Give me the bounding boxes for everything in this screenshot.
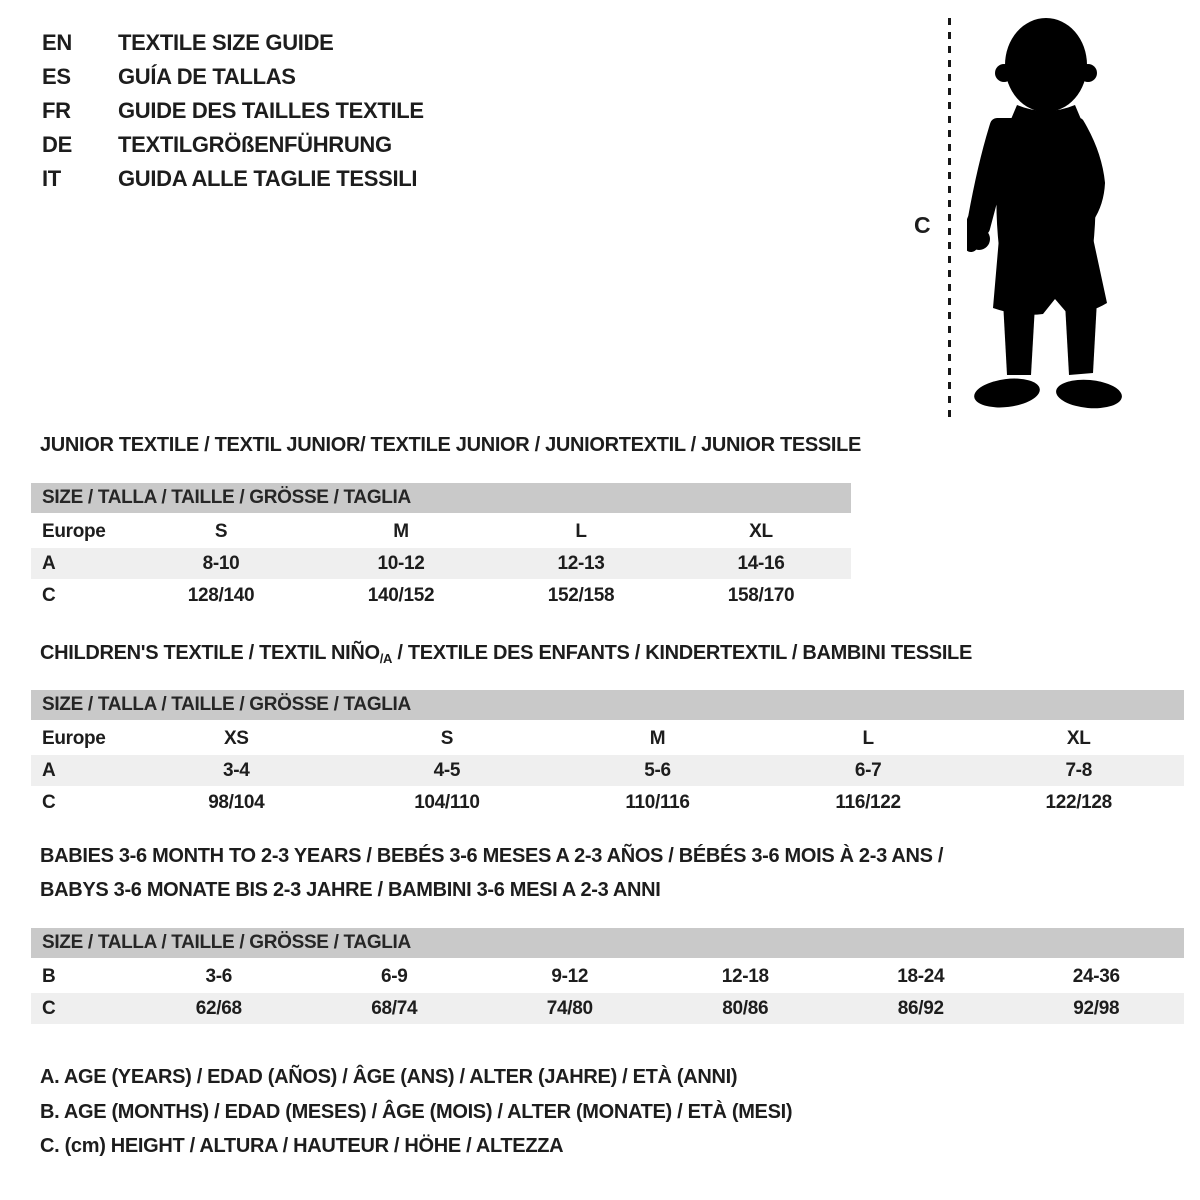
- legend-line-a: A. AGE (YEARS) / EDAD (AÑOS) / ÂGE (ANS) / ALTER (JAHRE) / ETÀ (ANNI): [40, 1066, 738, 1088]
- legend-line-c: C. (cm) HEIGHT / ALTURA / HAUTEUR / HÖHE / ALTEZZA: [40, 1135, 564, 1157]
- size-table-children: [31, 690, 1184, 819]
- height-cell: 80/86: [722, 997, 769, 1019]
- row-label-region: Europe: [42, 727, 106, 749]
- height-cell: 62/68: [195, 997, 242, 1019]
- size-table-babies: [31, 928, 1184, 1025]
- age-cell: 9-12: [551, 965, 589, 987]
- row-label: C: [42, 791, 56, 813]
- height-cell: 116/122: [835, 791, 901, 813]
- row-label: C: [42, 584, 56, 606]
- language-title: GUIDA ALLE TAGLIE TESSILI: [118, 166, 418, 191]
- age-cell: 6-9: [380, 965, 408, 987]
- size-header-bar: SIZE / TALLA / TAILLE / GRÖSSE / TAGLIA: [31, 690, 1184, 720]
- age-cell: 24-36: [1072, 965, 1120, 987]
- age-cell: 12-13: [557, 552, 605, 574]
- age-cell: 4-5: [433, 759, 461, 781]
- section-title-babies-line2: BABYS 3-6 MONATE BIS 2-3 JAHRE / BAMBINI 3-6 MESI A 2-3 ANNI: [40, 879, 661, 901]
- language-row: [42, 128, 424, 162]
- table-row-sizes: [31, 516, 851, 547]
- size-table-junior: [31, 483, 851, 612]
- table-row-age: [31, 548, 851, 579]
- language-code: EN: [42, 30, 72, 55]
- height-cell: 110/116: [625, 791, 690, 813]
- legend-line-b: B. AGE (MONTHS) / EDAD (MESES) / ÂGE (MOIS) / ALTER (MONATE) / ETÀ (MESI): [40, 1100, 793, 1123]
- height-cell: 86/92: [897, 997, 944, 1019]
- age-cell: 14-16: [737, 552, 785, 574]
- height-cell: 74/80: [546, 997, 593, 1019]
- height-cell: 98/104: [208, 791, 265, 813]
- table-row-height: [31, 580, 851, 611]
- size-cell: XL: [749, 520, 773, 542]
- height-dashed-line: [948, 18, 951, 418]
- language-row: [42, 26, 424, 60]
- table-row-height: [31, 993, 1184, 1024]
- size-cell: XL: [1066, 727, 1091, 749]
- language-title: GUIDE DES TAILLES TEXTILE: [118, 98, 424, 123]
- row-label: A: [42, 552, 56, 574]
- section-title-children-sub: /A: [379, 651, 393, 666]
- section-title-babies-line1: BABIES 3-6 MONTH TO 2-3 YEARS / BEBÉS 3-6 MESES A 2-3 AÑOS / BÉBÉS 3-6 MOIS À 2-3 ANS /: [40, 845, 944, 867]
- table-row-age: [31, 755, 1184, 786]
- age-cell: 3-4: [223, 759, 250, 781]
- size-cell: L: [862, 727, 874, 749]
- table-row-sizes: [31, 723, 1184, 754]
- language-code: IT: [42, 166, 61, 191]
- language-title: TEXTILE SIZE GUIDE: [118, 30, 334, 55]
- legend: [40, 1060, 792, 1164]
- toddler-silhouette-icon: [967, 12, 1137, 414]
- size-cell: S: [440, 727, 454, 749]
- age-cell: 18-24: [897, 965, 945, 987]
- age-cell: 12-18: [721, 965, 769, 987]
- section-title-children-prefix: CHILDREN'S TEXTILE / TEXTIL NIÑO: [40, 642, 380, 664]
- age-cell: 5-6: [644, 759, 671, 781]
- table-row-height: [31, 787, 1184, 818]
- size-header-bar: SIZE / TALLA / TAILLE / GRÖSSE / TAGLIA: [31, 928, 1184, 958]
- age-cell: 10-12: [377, 552, 425, 574]
- size-cell: XS: [223, 727, 249, 749]
- language-title: GUÍA DE TALLAS: [118, 64, 296, 89]
- height-cell: 122/128: [1045, 791, 1112, 813]
- height-cell: 152/158: [547, 584, 615, 606]
- language-list: [42, 26, 424, 196]
- section-title-children: [40, 636, 972, 676]
- height-cell: 68/74: [371, 997, 418, 1019]
- height-measure-label: C: [914, 212, 931, 238]
- language-code: FR: [42, 98, 71, 123]
- height-cell: 128/140: [187, 584, 255, 606]
- size-cell: S: [214, 520, 228, 542]
- table-row-months: [31, 961, 1184, 992]
- language-row: [42, 94, 424, 128]
- age-cell: 3-6: [205, 965, 232, 987]
- row-label: A: [42, 759, 56, 781]
- age-cell: 8-10: [202, 552, 240, 574]
- language-code: DE: [42, 132, 72, 157]
- language-row: [42, 162, 424, 196]
- age-cell: 6-7: [854, 759, 882, 781]
- row-label-region: Europe: [42, 520, 106, 542]
- size-cell: M: [649, 727, 666, 749]
- height-cell: 158/170: [727, 584, 795, 606]
- size-cell: M: [393, 520, 409, 542]
- language-title: TEXTILGRÖßENFÜHRUNG: [118, 132, 392, 157]
- size-header-bar: SIZE / TALLA / TAILLE / GRÖSSE / TAGLIA: [31, 483, 851, 513]
- section-title-junior: JUNIOR TEXTILE / TEXTIL JUNIOR/ TEXTILE JUNIOR / JUNIORTEXTIL / JUNIOR TESSILE: [40, 434, 862, 456]
- section-title-babies: [40, 839, 943, 907]
- section-title-children-suffix: / TEXTILE DES ENFANTS / KINDERTEXTIL / BAMBINI TESSILE: [392, 642, 972, 664]
- height-cell: 104/110: [414, 791, 480, 813]
- size-cell: L: [575, 520, 587, 542]
- age-cell: 7-8: [1065, 759, 1092, 781]
- row-label: C: [42, 997, 56, 1019]
- height-cell: 140/152: [367, 584, 435, 606]
- row-label: B: [42, 965, 56, 987]
- language-code: ES: [42, 64, 71, 89]
- language-row: [42, 60, 424, 94]
- height-cell: 92/98: [1073, 997, 1120, 1019]
